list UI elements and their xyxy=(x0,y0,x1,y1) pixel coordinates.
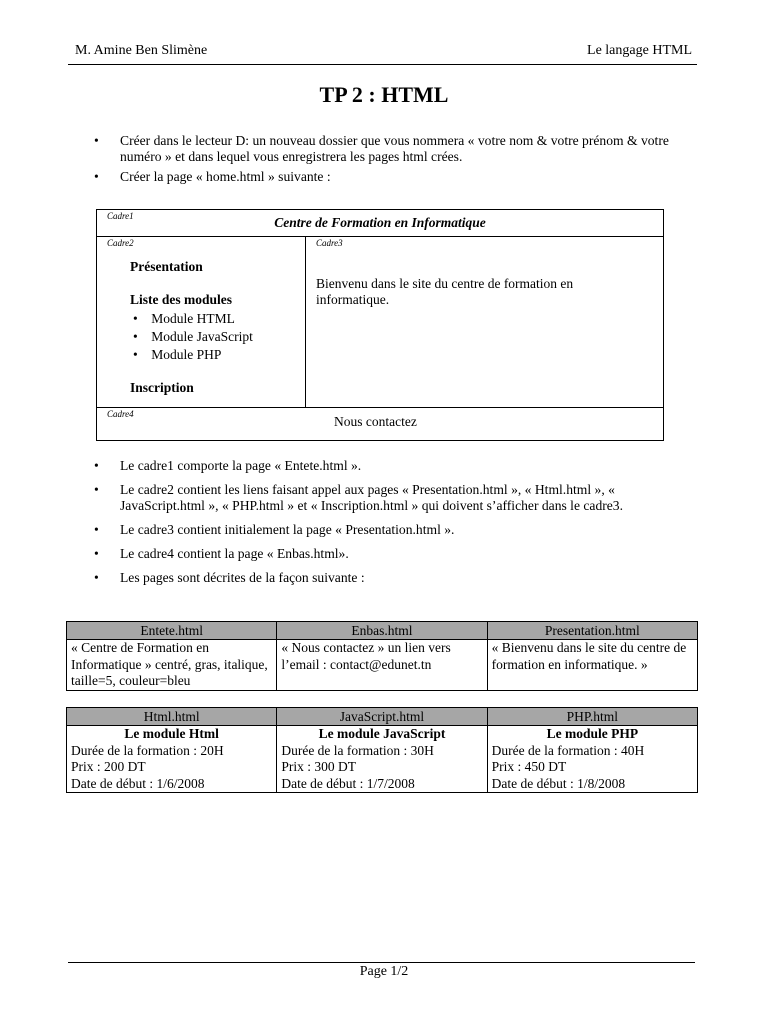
module-start-date: Date de début : 1/7/2008 xyxy=(281,775,415,791)
table-cell: « Bienvenu dans le site du centre de formation en informatique. » xyxy=(487,640,697,691)
table-cell xyxy=(487,726,697,793)
table-header: PHP.html xyxy=(487,708,697,726)
module-name: Le module JavaScript xyxy=(318,726,446,741)
table-row xyxy=(67,640,698,691)
cadre1-label: Cadre1 xyxy=(107,211,134,221)
cadre4-label: Cadre4 xyxy=(107,409,134,419)
module-name: Le module Html xyxy=(124,726,219,741)
module-item[interactable]: • Module HTML xyxy=(133,311,235,326)
table-cell xyxy=(67,726,277,793)
module-duration: Durée de la formation : 40H xyxy=(491,742,645,758)
table-cell: « Nous contactez » un lien vers l’email : contact@edunet.tn xyxy=(277,640,487,691)
intro-list xyxy=(92,133,698,189)
table-cell xyxy=(277,726,487,793)
link-inscription[interactable]: Inscription xyxy=(130,380,194,395)
footer-divider xyxy=(68,962,695,963)
description-bullet: • Les pages sont décrites de la façon suivante : xyxy=(92,570,698,586)
cadre2-label: Cadre2 xyxy=(107,238,134,248)
cadre3-text: Bienvenu dans le site du centre de formation en informatique. xyxy=(316,276,574,307)
intro-bullet-2: • Créer la page « home.html » suivante : xyxy=(92,169,698,185)
description-bullet: • Le cadre2 contient les liens faisant appel aux pages « Presentation.html », « Html.html », « JavaScript.html », « PHP.html » et « Inscription.html » qui doivent s’afficher dans le cadre3. xyxy=(92,482,698,514)
cadre3-label: Cadre3 xyxy=(316,238,343,248)
module-item[interactable]: • Module PHP xyxy=(133,347,222,362)
module-php-link: Module PHP xyxy=(151,347,222,362)
page-number: Page 1/2 xyxy=(359,964,409,979)
table-header: Entete.html xyxy=(67,622,277,640)
cadre1-title: Centre de Formation en Informatique xyxy=(274,215,486,230)
pages-table-2 xyxy=(66,707,698,793)
cadre4-divider xyxy=(97,407,663,408)
module-price: Prix : 300 DT xyxy=(281,759,356,774)
table-header: Enbas.html xyxy=(277,622,487,640)
table-cell: « Centre de Formation en Informatique » centré, gras, italique, taille=5, couleur=bleu xyxy=(67,640,277,691)
table-row xyxy=(67,726,698,793)
module-javascript-link: Module JavaScript xyxy=(151,329,253,344)
module-name: Le module PHP xyxy=(546,726,639,741)
header-author: M. Amine Ben Slimène xyxy=(75,43,208,58)
module-start-date: Date de début : 1/8/2008 xyxy=(491,775,626,791)
table-header-row xyxy=(67,622,698,640)
module-html-link: Module HTML xyxy=(151,311,235,326)
module-price: Prix : 450 DT xyxy=(491,759,567,774)
module-price: Prix : 200 DT xyxy=(71,759,146,774)
description-bullet: • Le cadre3 contient initialement la page « Presentation.html ». xyxy=(92,522,698,538)
page-title: TP 2 : HTML xyxy=(319,82,449,107)
modules-list-title: Liste des modules xyxy=(130,292,233,307)
pages-table-1 xyxy=(66,621,698,691)
frameset-diagram xyxy=(96,209,664,441)
contact-link[interactable]: Nous contactez xyxy=(334,414,417,429)
header-subject: Le langage HTML xyxy=(587,43,692,58)
table-header: Html.html xyxy=(67,708,277,726)
table-header: Presentation.html xyxy=(487,622,697,640)
modules-list xyxy=(133,310,253,364)
description-bullet: • Le cadre4 contient la page « Enbas.html». xyxy=(92,546,698,562)
module-item[interactable]: • Module JavaScript xyxy=(133,329,253,344)
header-divider xyxy=(68,64,697,65)
link-presentation[interactable]: Présentation xyxy=(130,259,203,274)
cadre2-cadre3-divider xyxy=(305,236,306,407)
description-bullet: • Le cadre1 comporte la page « Entete.html ». xyxy=(92,458,698,474)
module-start-date: Date de début : 1/6/2008 xyxy=(71,775,205,791)
module-duration: Durée de la formation : 30H xyxy=(281,742,434,758)
module-duration: Durée de la formation : 20H xyxy=(71,742,224,758)
table-header-row xyxy=(67,708,698,726)
cadre1-divider xyxy=(97,236,663,237)
intro-bullet-1: • Créer dans le lecteur D: un nouveau dossier que vous nommera « votre nom & votre prénom & votre numéro » et dans lequel vous enregistrera les pages html crées. xyxy=(92,133,698,165)
description-list xyxy=(92,458,698,594)
table-header: JavaScript.html xyxy=(277,708,487,726)
